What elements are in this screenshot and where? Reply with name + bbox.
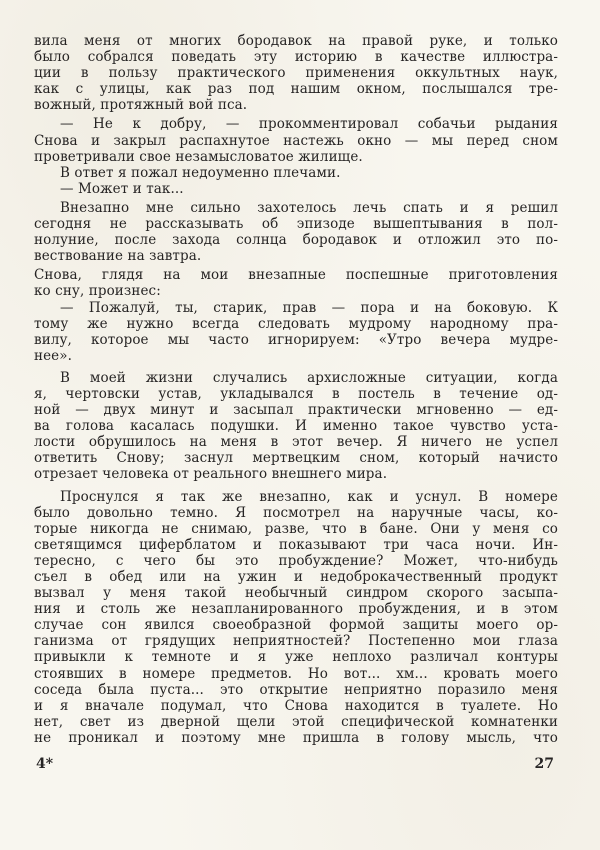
text-line: тому же нужно всегда следовать мудрому народному пра- [34,315,558,332]
text-line: торые никогда не снимаю, разве, что в бане. Они у меня со [34,520,558,537]
text-line: Внезапно мне сильно захотелось лечь спать и я решил [60,199,558,216]
text-line: стоявших в номере предметов. Но вот... хм... кровать моего [34,665,558,682]
text-line: вызвал у меня такой необычный синдром скорого засыпа- [34,585,558,602]
text-line: тересно, с чего бы это пробуждение? Может, что-нибудь [34,552,558,569]
text-line: и я вначале подумал, что Снова находится в туалете. Но [34,697,558,714]
text-line: В ответ я пожал недоуменно плечами. [60,164,341,181]
text-line: проветривали свое незамысловатое жилище. [34,148,363,165]
text-line: не проникал и поэтому мне пришла в голову мысль, что [34,729,558,746]
text-line: Проснулся я так же внезапно, как и уснул. В номере [60,488,558,505]
text-line: светящимся циферблатом и показывают три часа ночи. Ин- [34,536,558,553]
text-line: вожный, протяжный вой пса. [34,97,248,114]
text-line: вествование на завтра. [34,248,202,265]
text-line: как с улицы, как раз под нашим окном, послышался тре- [34,81,558,98]
text-line: было довольно темно. Я посмотрел на наручные часы, ко- [34,504,558,521]
page-number: 27 [534,756,554,772]
text-line: — Может и так... [60,180,184,197]
text-line: случае сон явился своеобразной формой защиты моего ор- [34,617,558,634]
text-line: съел в обед или на ужин и недоброкачественный продукт [34,569,558,585]
text-line: было собрался поведать эту историю в качестве иллюстра- [34,49,558,66]
text-line: ответить Снову; заснул мертвецким сном, который начисто [34,450,558,467]
text-line: ции в пользу практического применения оккультных наук, [34,65,558,82]
text-line: ганизма от грядущих неприятностей? Постепенно мои глаза [34,633,558,650]
text-line: сегодня не рассказывать об эпизоде вышептывания в пол- [34,216,558,233]
text-line: ной — двух минут и засыпал практически мгновенно — ед- [34,402,558,419]
text-line: я, чертовски устав, укладывался в постель в течение од- [34,385,558,402]
text-line: ва голова касалась подушки. И именно такое чувство уста- [34,418,558,435]
text-line: лости обрушилось на меня в этот вечер. Я ничего не успел [34,434,558,451]
text-line: отрезает человека от реального внешнего мира. [34,466,388,483]
text-line: привыкли к темноте и я уже неплохо различал контуры [34,649,558,666]
text-line: нолуние, после захода солнца бородавок и отложил это по- [34,232,558,249]
text-line: нее». [34,347,73,364]
text-line: соседа была пуста... это открытие неприятно поразило меня [34,681,558,698]
text-line: вила меня от многих бородавок на правой руке, и только [34,33,558,49]
text-line: вилу, которое мы часто игнорируем: «Утро вечера мудре- [34,331,558,348]
text-line: ко сну, произнес: [34,283,161,300]
text-line: В моей жизни случались архисложные ситуации, когда [60,369,558,386]
text-line: нет, свет из дверной щели этой специфической комнатенки [34,713,558,730]
text-line: Снова и закрыл распахнутое настежь окно — мы перед сном [34,132,558,149]
page-text [34,33,558,746]
text-line: ния и столь же незапланированного пробуждения, и в этом [34,601,558,618]
text-line: — Пожалуй, ты, старик, прав — пора и на боковую. К [60,299,558,316]
text-line: — Не к добру, — прокомментировал собачьи рыдания [60,116,558,133]
signature-mark: 4* [36,756,54,772]
text-line: Снова, глядя на мои внезапные поспешные приготовления [34,267,558,284]
